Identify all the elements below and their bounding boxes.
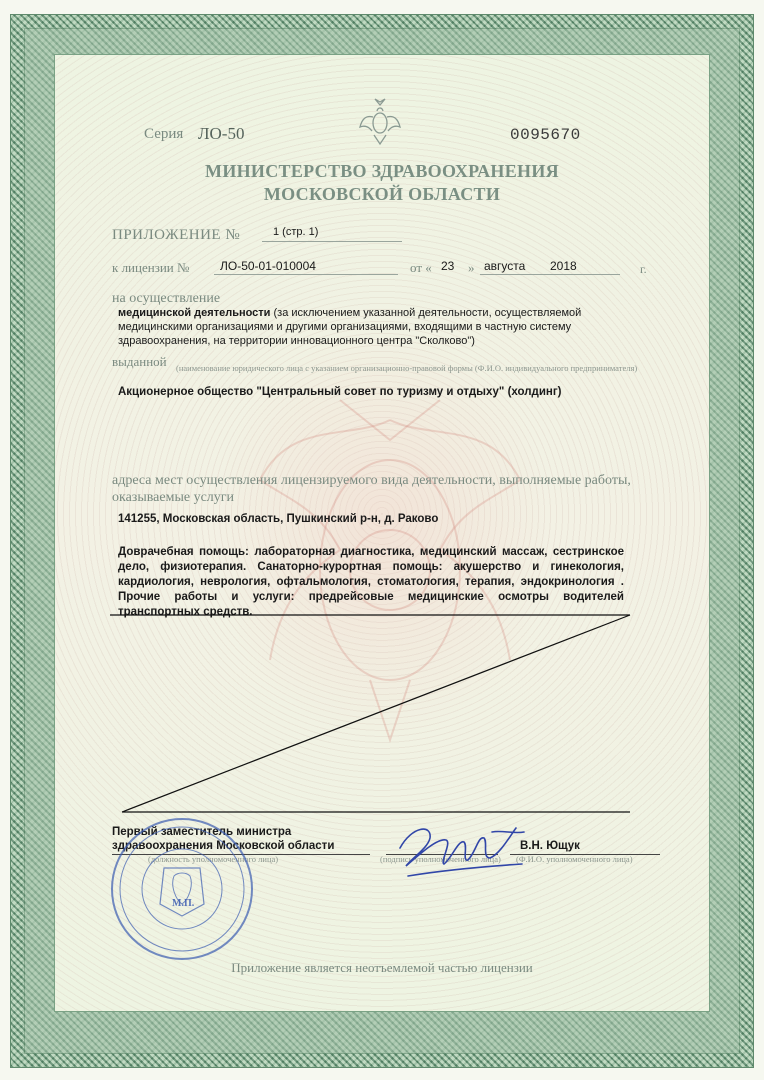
stamp-label: М.П. bbox=[172, 898, 195, 909]
appendix-label: ПРИЛОЖЕНИЕ № bbox=[112, 227, 241, 243]
handwritten-signature-icon bbox=[392, 818, 532, 890]
seria-value: ЛО-50 bbox=[198, 124, 245, 143]
signature-hint: (подпись уполномоченного лица) bbox=[380, 854, 501, 864]
footer-note: Приложение является неотъемлемой частью лицензии bbox=[231, 960, 533, 975]
license-number: ЛО-50-01-010004 bbox=[220, 259, 316, 273]
license-date-underline bbox=[480, 274, 620, 275]
activity-text bbox=[118, 306, 648, 348]
signatory-position-line1: Первый заместитель министра bbox=[112, 826, 292, 838]
seria-label: Серия bbox=[144, 126, 184, 142]
license-number-underline bbox=[214, 274, 398, 275]
signatory-name: В.Н. Ющук bbox=[520, 840, 580, 852]
activity-bold-part: медицинской деятельности bbox=[118, 307, 271, 319]
issued-organization: Акционерное общество "Центральный совет по туризму и отдыху" (холдинг) bbox=[118, 386, 562, 398]
license-month: августа bbox=[484, 259, 526, 273]
license-year: 2018 bbox=[550, 259, 577, 273]
appendix-underline bbox=[262, 241, 402, 242]
activity-label: на осуществление bbox=[112, 291, 221, 306]
coat-of-arms-icon bbox=[358, 97, 402, 147]
address: 141255, Московская область, Пушкинский р-н, д. Раково bbox=[118, 513, 439, 525]
license-label: к лицензии № bbox=[112, 260, 190, 275]
activity-description: (за исключением указанной деятельности, осуществляемой медицинскими организациями и другими организациями, входящими в частную систему здравоохранения, на территории инновационного центра "Сколково") bbox=[118, 307, 582, 347]
signatory-position-line2: здравоохранения Московской области bbox=[112, 840, 335, 852]
issued-hint: (наименование юридического лица с указанием организационно-правовой формы (Ф.И.О. индивидуального предпринимателя) bbox=[176, 363, 638, 373]
ministry-title-line2: МОСКОВСКОЙ ОБЛАСТИ bbox=[263, 184, 501, 204]
official-stamp-icon bbox=[108, 816, 256, 962]
license-month-separator: » bbox=[468, 260, 475, 275]
appendix-value: 1 (стр. 1) bbox=[273, 226, 319, 238]
official-stamp bbox=[108, 816, 256, 962]
services-text: Доврачебная помощь: лабораторная диагностика, медицинский массаж, сестринское дело, физиотерапия. Санаторно-курортная помощь: акушерство и гинекология, кардиология, неврология, офтальмология, стоматология, терапия, эндокринология . Прочие работы и услуги: предрейсовые медицинские осмотры водителей транспортных средств. bbox=[118, 546, 624, 618]
name-hint: (Ф.И.О. уполномоченного лица) bbox=[516, 854, 633, 864]
license-year-suffix: г. bbox=[640, 262, 647, 276]
addresses-label: адреса мест осуществления лицензируемого вида деятельности, выполняемые работы, оказываемые услуги bbox=[112, 473, 631, 505]
form-number: 0095670 bbox=[510, 126, 581, 144]
license-from-label: от « bbox=[410, 260, 432, 275]
blank-space-crossout bbox=[110, 612, 640, 822]
license-day: 23 bbox=[441, 259, 455, 273]
position-hint: (должность уполномоченного лица) bbox=[148, 854, 279, 864]
ministry-title-line1: МИНИСТЕРСТВО ЗДРАВООХРАНЕНИЯ bbox=[205, 161, 559, 181]
issued-label: выданной bbox=[112, 354, 167, 369]
